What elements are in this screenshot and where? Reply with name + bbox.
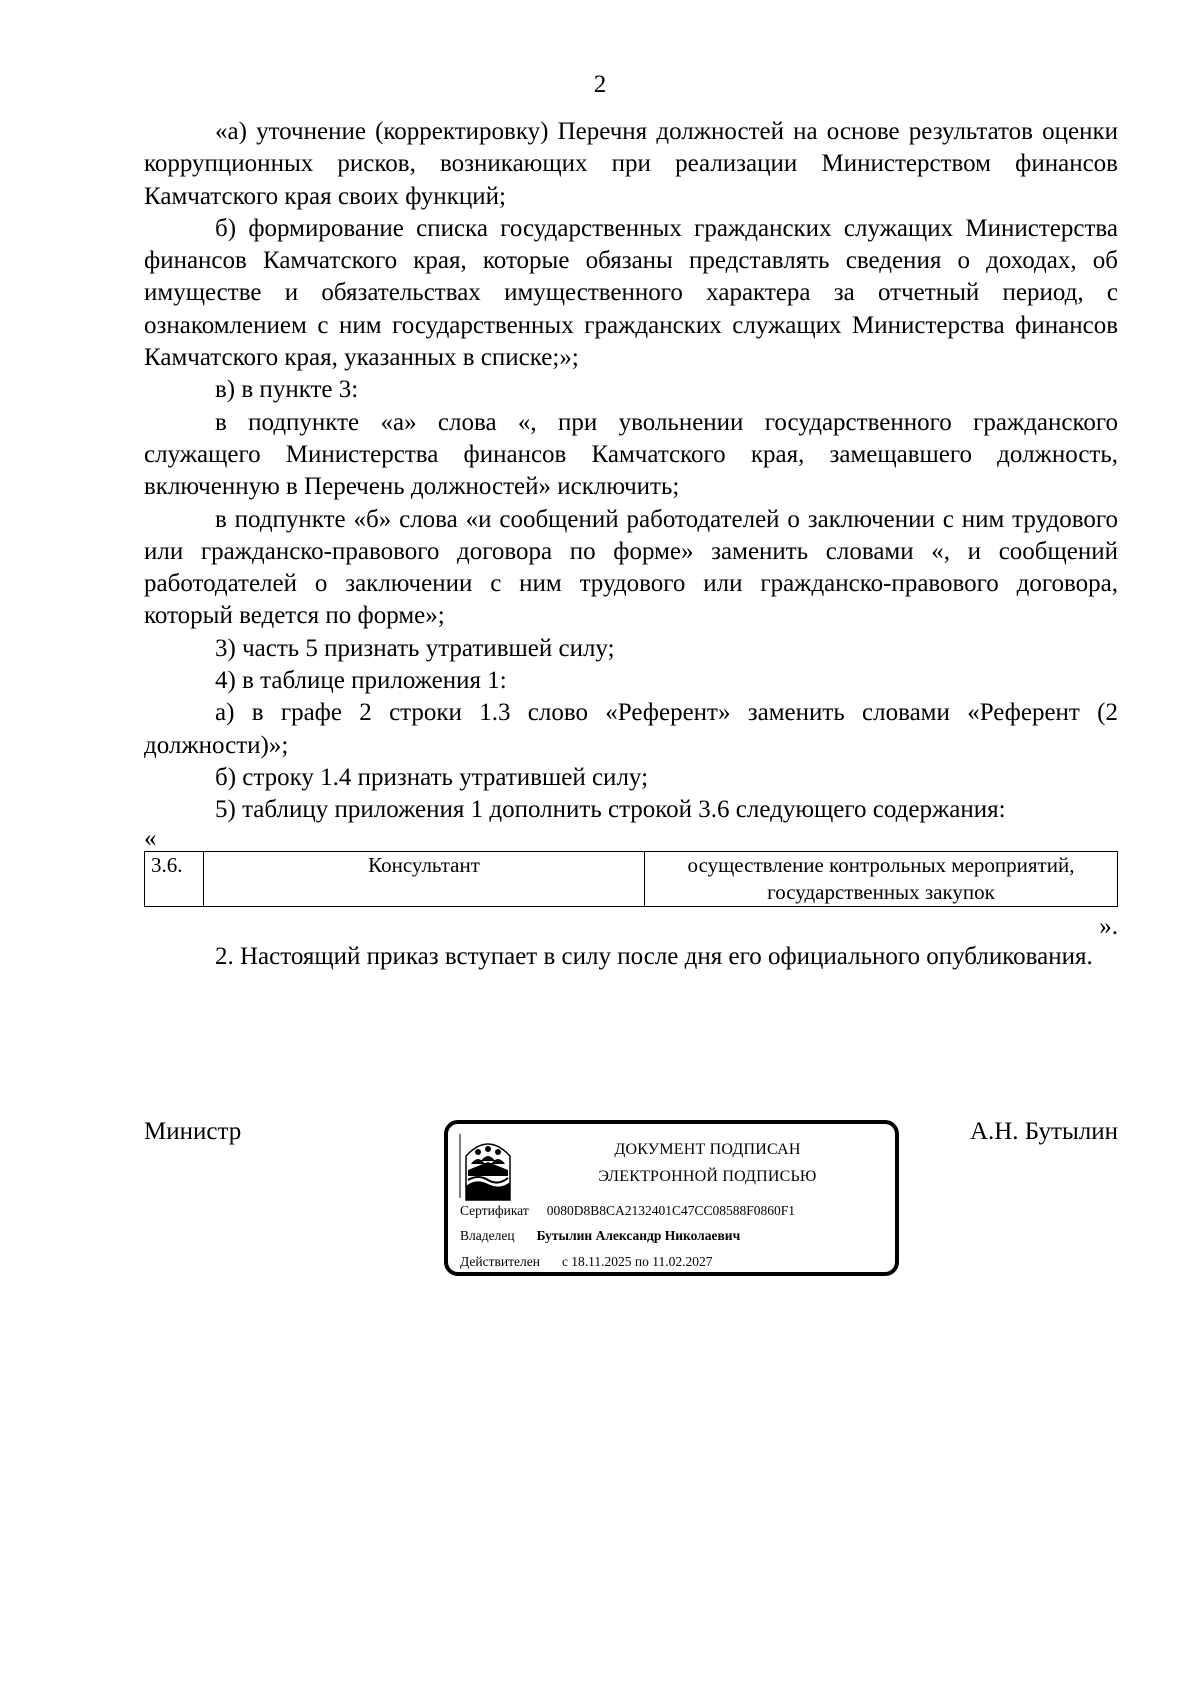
validity-row: [460, 1254, 713, 1270]
table-row: [145, 851, 1118, 906]
paragraph: «а) уточнение (корректировку) Перечня должностей на основе результатов оценки коррупционных рисков, возникающих при реализации Министерством финансов Камчатского края своих функций;: [144, 118, 1118, 210]
kamchatka-emblem-icon: [458, 1130, 518, 1202]
paragraph: в подпункте «а» слова «, при увольнении государственного гражданского служащего Министерства финансов Камчатского края, замещавшего должность, включенную в Перечень должностей» исключить;: [144, 408, 1118, 501]
owner-value: Бутылин Александр Николаевич: [536, 1228, 741, 1243]
owner-row: [460, 1228, 740, 1244]
activity-cell: осуществление контрольных мероприятий, государственных закупок: [645, 851, 1118, 906]
stamp-title: [528, 1136, 887, 1190]
open-quote: «: [144, 824, 157, 852]
paragraph: а) в графе 2 строки 1.3 слово «Референт» заменить словами «Референт (2 должности)»;: [144, 699, 1118, 759]
paragraph: в подпункте «б» слова «и сообщений работодателей о заключении с ним трудового или гражданско-правового договора по форме» заменить словами «, и сообщений работодателей о заключении с ним трудового или гражданско-правового договора, который ведется по форме»;: [144, 505, 1118, 630]
final-paragraph: 2. Настоящий приказ вступает в силу после дня его официального опубликования.: [215, 942, 1093, 970]
paragraph: 3) часть 5 признать утратившей силу;: [215, 634, 615, 662]
paragraph: б) формирование списка государственных гражданских служащих Министерства финансов Камчатского края, которые обязаны представлять сведения о доходах, об имуществе и обязательствах имущественного характера за отчетный период, с ознакомлением с ним государственных гражданских служащих Министерства финансов Камчатского края, указанных в списке;»;: [144, 214, 1118, 372]
certificate-label: Сертификат: [460, 1203, 529, 1218]
owner-label: Владелец: [460, 1228, 515, 1243]
paragraph: 5) таблицу приложения 1 дополнить строкой 3.6 следующего содержания:: [215, 796, 1006, 824]
page-number: 2: [593, 71, 607, 98]
signature-role: Министр: [144, 1118, 242, 1145]
stamp-title-line-1: ДОКУМЕНТ ПОДПИСАН: [614, 1141, 801, 1158]
paragraph: 4) в таблице приложения 1:: [215, 667, 507, 695]
validity-value: с 18.11.2025 по 11.02.2027: [561, 1254, 713, 1269]
row-number-cell: 3.6.: [145, 851, 204, 906]
electronic-signature-stamp: [444, 1120, 899, 1276]
inserted-table: [144, 851, 1118, 907]
document-body: [144, 116, 1118, 973]
paragraph: в) в пункте 3:: [215, 376, 359, 404]
validity-label: Действителен: [460, 1254, 540, 1269]
certificate-value: 0080D8B8CA2132401C47CC08588F0860F1: [546, 1203, 796, 1218]
signature-name: А.Н. Бутылин: [969, 1118, 1118, 1145]
stamp-title-line-2: ЭЛЕКТРОННОЙ ПОДПИСЬЮ: [598, 1168, 817, 1185]
position-cell: Консультант: [204, 851, 645, 906]
certificate-row: [460, 1203, 795, 1219]
paragraph: б) строку 1.4 признать утратившей силу;: [215, 763, 649, 791]
close-quote: ».: [1099, 912, 1118, 940]
